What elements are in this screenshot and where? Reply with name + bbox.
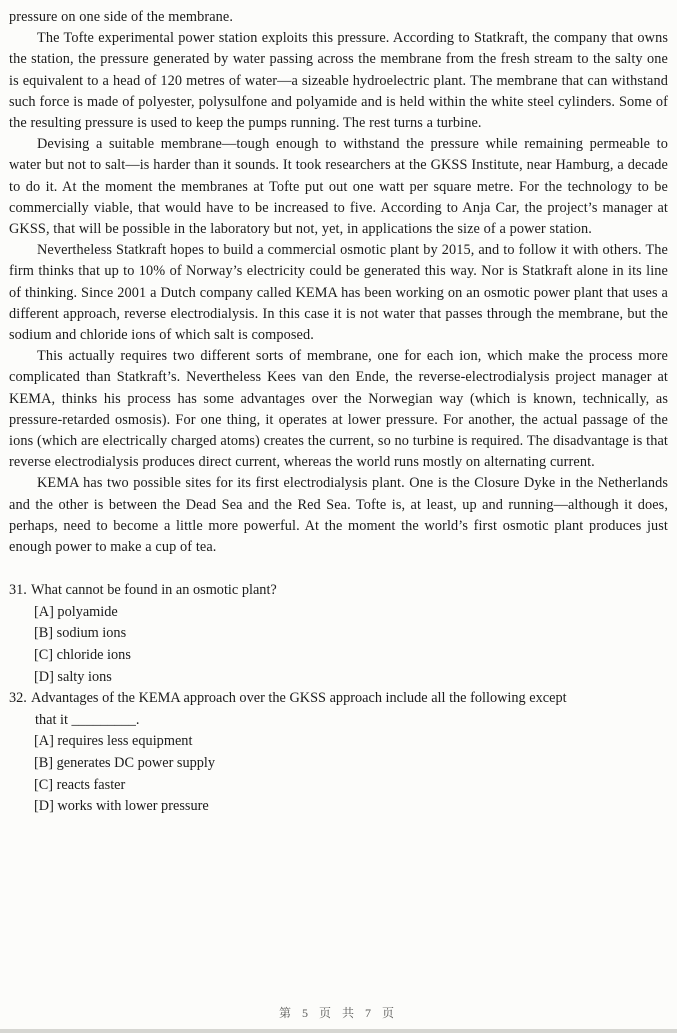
article-paragraph: Nevertheless Statkraft hopes to build a commercial osmotic plant by 2015, and to follow it with others. The firm thinks that up to 10% of Norway’s electricity could be generated this way. Nor is Statkraft alone in its line of thinking. Since 2001 a Dutch company called KEMA has been working on an osmotic power plant that uses a different approach, reverse electrodialysis. In this case it is not water that passes through the membrane, but the sodium and chloride ions of which salt is composed. <box>9 242 668 344</box>
scan-edge-shadow <box>0 1029 677 1033</box>
question-text: What cannot be found in an osmotic plant? <box>31 582 277 599</box>
question-line <box>9 580 668 602</box>
question-number: 32. <box>9 690 27 707</box>
page-number-footer: 第 5 页 共 7 页 <box>278 1006 398 1020</box>
question-31 <box>9 580 668 688</box>
question-line <box>9 688 668 710</box>
question-number: 31. <box>9 582 27 599</box>
answer-option: [D] salty ions <box>34 668 112 685</box>
answer-option: [C] chloride ions <box>34 647 131 664</box>
answer-option: [A] polyamide <box>34 603 118 620</box>
answer-option: [C] reacts faster <box>34 776 126 793</box>
answer-option: [B] sodium ions <box>34 625 127 642</box>
answer-option: [A] requires less equipment <box>34 733 193 750</box>
article-paragraph: Devising a suitable membrane—tough enough to withstand the pressure while remaining permeable to water but not to salt—is harder than it sounds. It took researchers at the GKSS Institute, near Hamburg, a decade to do it. At the moment the membranes at Tofte put out one watt per square metre. For the technology to be commercially viable, that would have to be increased to five. According to Anja Car, the project’s manager at GKSS, that will be possible in the laboratory but not, yet, in applications the size of a power station. <box>9 136 668 238</box>
answer-option: [D] works with lower pressure <box>34 798 209 815</box>
question-text: Advantages of the KEMA approach over the GKSS approach include all the following except <box>31 690 567 707</box>
article-paragraph: This actually requires two different sorts of membrane, one for each ion, which make the process more complicated than Statkraft’s. Nevertheless Kees van den Ende, the reverse-electrodialysis project manager at KEMA, thinks his process has some advantages over the Norwegian way (which is known, technically, as pressure-retarded osmosis). For one thing, it operates at lower pressure. For another, the actual passage of the ions (which are electrically charged atoms) creates the current, so no turbine is required. The disadvantage is that reverse electrodialysis produces direct current, whereas the world runs mostly on alternating current. <box>9 348 668 471</box>
article-paragraph: KEMA has two possible sites for its first electrodialysis plant. One is the Closure Dyke in the Netherlands and the other is between the Dead Sea and the Red Sea. Tofte is, at least, up and running—although it does, perhaps, need to become a little more powerful. At the moment the world’s first osmotic plant produces just enough power to make a cup of tea. <box>9 475 668 556</box>
answer-option: [B] generates DC power supply <box>34 755 216 772</box>
question-32 <box>9 688 668 818</box>
article-paragraph: The Tofte experimental power station exploits this pressure. According to Statkraft, the company that owns the station, the pressure generated by water passing across the membrane from the fresh stream to the salty one is equivalent to a head of 120 metres of water—a sizeable hydroelectric plant. The membrane that can withstand such force is made of polyester, polysulfone and polyamide and is held within the white steel cylinders. Some of the resulting pressure is used to keep the pumps running. The rest turns a turbine. <box>9 30 668 132</box>
continuation-line: pressure on one side of the membrane. <box>9 9 234 25</box>
questions-section <box>9 580 668 818</box>
question-text-continuation: that it _________. <box>35 711 140 728</box>
